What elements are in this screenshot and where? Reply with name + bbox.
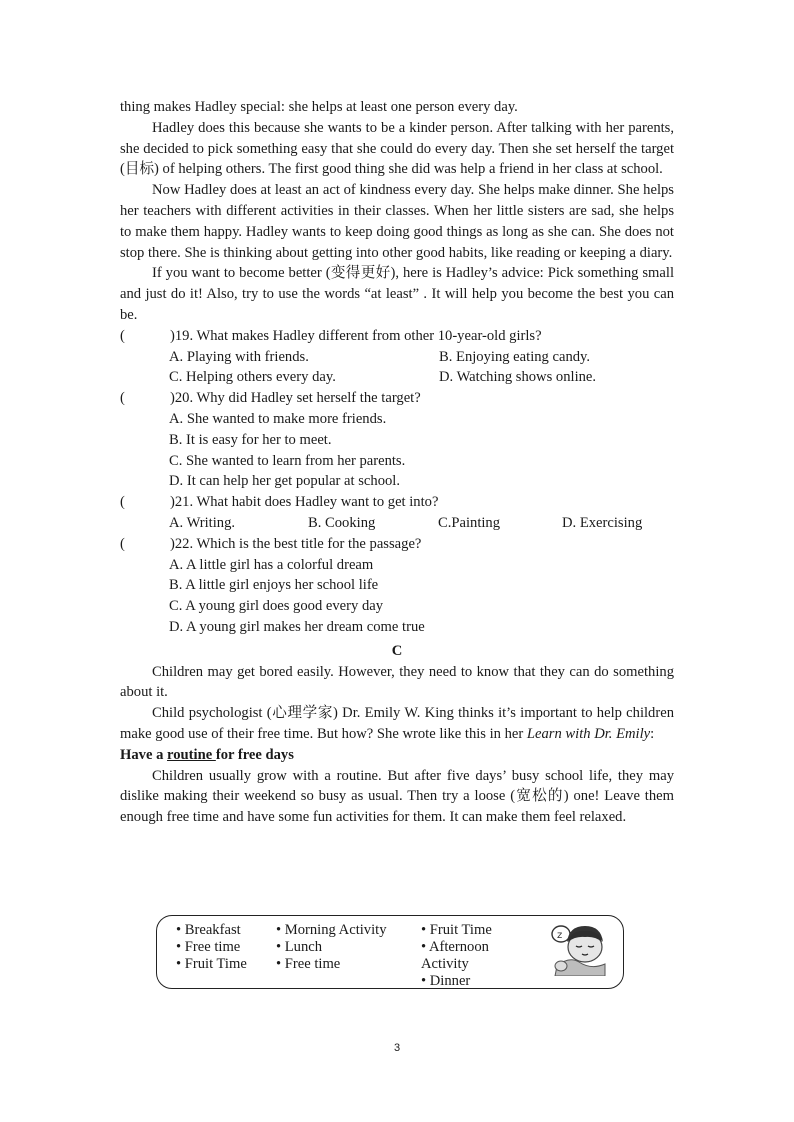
schedule-column-1 — [176, 922, 247, 973]
schedule-item: • Fruit Time — [176, 956, 247, 972]
answer-blank[interactable]: ( — [120, 327, 125, 344]
schedule-item: • Lunch — [276, 939, 323, 955]
heading-post: for free days — [215, 746, 294, 763]
option-a: A. A little girl has a colorful dream — [169, 556, 374, 573]
paragraph-text: Child psychologist (心理学家) Dr. Emily W. King thinks it’s important to help children make good use of their free time. But how? She wrote like this in her — [120, 705, 674, 742]
schedule-item: • Fruit Time — [421, 922, 492, 938]
section-heading — [120, 745, 674, 766]
option-b: B. It is easy for her to meet. — [169, 431, 332, 448]
option-c: C. A young girl does good every day — [169, 598, 384, 615]
option-d: D. Watching shows online. — [439, 369, 597, 386]
heading-pre: Have a — [120, 746, 168, 763]
page-number: 3 — [393, 1042, 401, 1054]
passage-c-paragraph-3: Children usually grow with a routine. But after five days’ busy school life, they may dislike making their weekend so busy as usual. Then try a loose (宽松的) one! Leave them enough free time and have some fun activities for them. It can make them feel relaxed. — [120, 767, 674, 826]
schedule-item: • Morning Activity — [276, 922, 387, 938]
schedule-box — [156, 915, 624, 989]
schedule-item: Activity — [421, 956, 469, 972]
book-title: Learn with Dr. Emily — [526, 725, 651, 742]
passage-b-paragraph-1: Hadley does this because she wants to be a kinder person. After talking with her parents, she decided to pick something easy that she could do every day. Then she set herself the target (目标) of helping others. The first good thing she did was help a friend in her class at school. — [120, 119, 674, 178]
schedule-item: • Dinner — [421, 973, 471, 989]
passage-b-continuation: thing makes Hadley special: she helps at least one person every day. — [120, 99, 518, 115]
page-content — [120, 97, 674, 828]
heading-underlined: routine — [167, 746, 216, 763]
schedule-column-3 — [421, 922, 492, 990]
paragraph-end: : — [650, 725, 655, 742]
question-stem: )19. What makes Hadley different from other 10-year-old girls? — [170, 327, 542, 344]
schedule-column-2 — [276, 922, 387, 973]
option-d: D. It can help her get popular at school. — [169, 473, 400, 490]
schedule-item: • Free time — [276, 956, 341, 972]
schedule-item: • Breakfast — [176, 922, 241, 938]
question-22 — [120, 534, 674, 638]
option-b: B. A little girl enjoys her school life — [169, 577, 379, 594]
schedule-item: • Afternoon — [421, 939, 489, 955]
option-b: B. Cooking — [308, 514, 376, 531]
option-c: C. She wanted to learn from her parents. — [169, 452, 406, 469]
option-a: A. She wanted to make more friends. — [169, 410, 387, 427]
option-c: C.Painting — [438, 514, 501, 531]
option-a: A. Playing with friends. — [169, 348, 309, 365]
question-21 — [120, 492, 674, 534]
answer-blank[interactable]: ( — [120, 390, 125, 407]
answer-blank[interactable]: ( — [120, 535, 125, 552]
passage-c-paragraph-2 — [120, 703, 674, 745]
answer-blank[interactable]: ( — [120, 494, 125, 511]
schedule-item: • Free time — [176, 939, 241, 955]
option-c: C. Helping others every day. — [169, 369, 336, 386]
question-stem: )20. Why did Hadley set herself the target? — [170, 390, 421, 407]
question-19 — [120, 326, 674, 388]
question-stem: )22. Which is the best title for the passage? — [170, 535, 422, 552]
passage-c-paragraph-1: Children may get bored easily. However, they need to know that they can do something about it. — [120, 663, 674, 701]
question-stem: )21. What habit does Hadley want to get into? — [170, 494, 439, 511]
option-b: B. Enjoying eating candy. — [439, 348, 591, 365]
option-d: D. Exercising — [562, 514, 643, 531]
passage-b-paragraph-2: Now Hadley does at least an act of kindness every day. She helps make dinner. She helps her teachers with different activities in their classes. When her little sisters are sad, she helps to make them happy. Hadley wants to keep doing good things as long as she can. She does not stop there. She is thinking about getting into other good habits, like reading or keeping a diary. — [120, 182, 674, 261]
passage-b-paragraph-3: If you want to become better (变得更好), here is Hadley’s advice: Pick something small and just do it! Also, try to use the words “at least” . It will help you become the best you can be. — [120, 265, 674, 323]
sleepy-boy-icon — [549, 920, 607, 976]
question-20 — [120, 388, 674, 492]
svg-text:z: z — [557, 930, 563, 941]
passage-c-title: C — [391, 642, 403, 659]
option-a: A. Writing. — [169, 514, 236, 531]
option-d: D. A young girl makes her dream come true — [169, 618, 425, 635]
